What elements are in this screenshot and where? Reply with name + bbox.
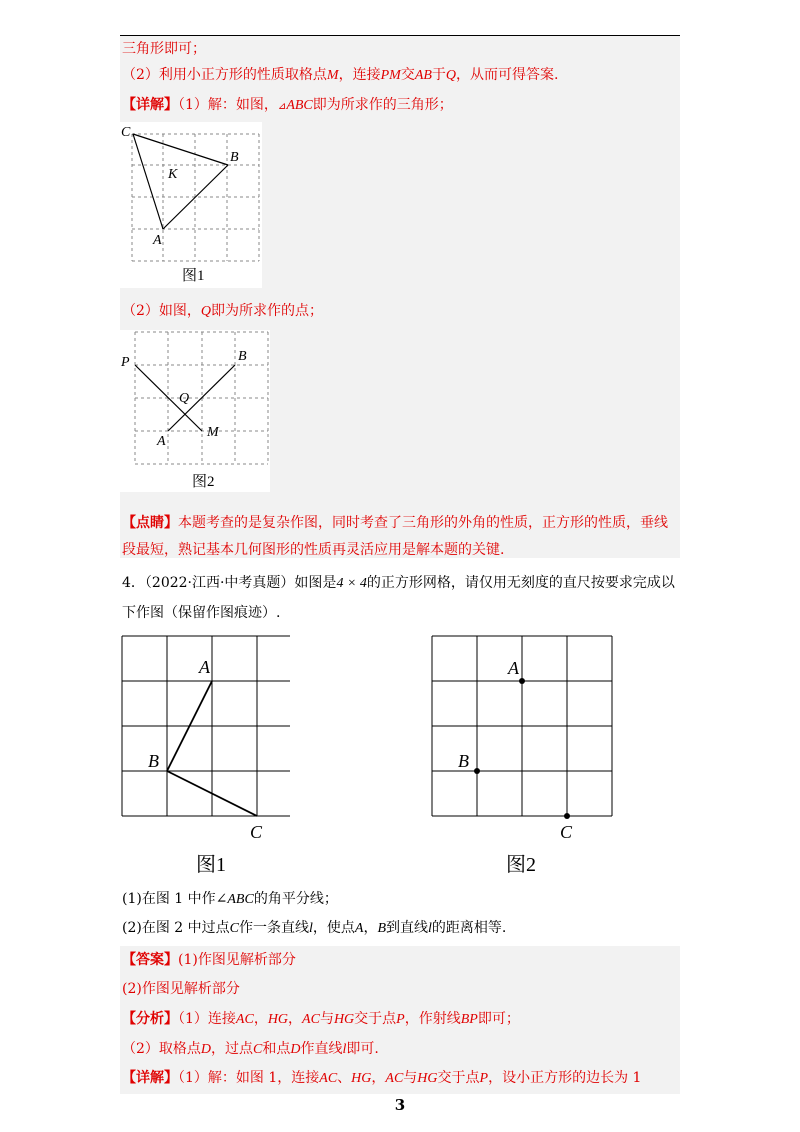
var-ac: AC bbox=[319, 1071, 338, 1086]
var-l: l bbox=[342, 1042, 347, 1057]
var-hg: HG bbox=[267, 1012, 289, 1027]
var-hg: HG bbox=[351, 1071, 372, 1086]
label-b: B bbox=[230, 150, 239, 165]
text-line-3 bbox=[122, 96, 453, 116]
comment-line-2 bbox=[122, 541, 504, 559]
figure-caption: 图1 bbox=[196, 854, 226, 876]
var-m: M bbox=[326, 68, 339, 83]
text: （2）利用小正方形的性质取格点 bbox=[122, 67, 327, 83]
label-b: B bbox=[238, 349, 247, 364]
text-line-2 bbox=[122, 66, 559, 85]
figure-grid-2-svg bbox=[420, 628, 620, 878]
figure-caption: 图2 bbox=[506, 854, 536, 876]
label-a: A bbox=[508, 658, 519, 678]
var-l: l bbox=[308, 921, 313, 936]
text: ，使点 bbox=[312, 920, 355, 936]
var-q: Q bbox=[445, 68, 457, 83]
text-line-1 bbox=[122, 40, 206, 58]
text: (2)在图 2 中过点 bbox=[122, 920, 230, 936]
text: （1）解：如图 1，连接 bbox=[178, 1070, 320, 1086]
text: 段最短，熟记基本几何图形的性质再灵活应用是解本题的关键. bbox=[122, 542, 505, 558]
label-k: K bbox=[168, 167, 178, 182]
text: 与 bbox=[403, 1070, 418, 1086]
var-bp: BP bbox=[460, 1012, 478, 1027]
var-d: D bbox=[200, 1042, 212, 1057]
figure-triangle-svg bbox=[120, 122, 262, 288]
text: 的角平分线； bbox=[253, 891, 338, 907]
answer-tag: 【答案】 bbox=[122, 952, 178, 968]
task-line-1 bbox=[122, 890, 338, 909]
text: 下作图（保留作图痕迹）. bbox=[122, 605, 281, 621]
grid-size: 4 × 4 bbox=[336, 576, 367, 591]
var-d: D bbox=[290, 1042, 301, 1057]
var-p: P bbox=[479, 1071, 489, 1086]
page-number: 3 bbox=[394, 1096, 406, 1114]
label-a: A bbox=[153, 233, 162, 248]
figure-intersection bbox=[120, 330, 270, 492]
var-ac: AC bbox=[302, 1012, 320, 1027]
text: (1)作图见解析部分 bbox=[178, 952, 296, 968]
text: 的正方形网格，请仅用无刻度的直尺按要求完成以 bbox=[366, 575, 675, 591]
var-ab: AB bbox=[414, 68, 432, 83]
var-ac: AC bbox=[235, 1012, 254, 1027]
detail-tag: 【详解】 bbox=[122, 1070, 178, 1086]
label-c: C bbox=[121, 125, 131, 140]
var-b: B bbox=[377, 921, 386, 936]
text: 交于点 bbox=[437, 1070, 480, 1086]
text: 即可； bbox=[477, 1011, 520, 1027]
text: 和点 bbox=[262, 1041, 291, 1057]
text: ， bbox=[253, 1011, 268, 1027]
figure-grid-1 bbox=[110, 628, 290, 878]
var-l: l bbox=[428, 921, 432, 936]
text: ，从而可得答案. bbox=[456, 67, 559, 83]
figure-grid-1-svg bbox=[110, 628, 290, 878]
text-line-4 bbox=[122, 302, 323, 321]
analysis-tag: 【分析】 bbox=[122, 1011, 178, 1027]
figure-caption: 图1 bbox=[182, 268, 205, 284]
text: 作一条直线 bbox=[238, 920, 309, 936]
text: 交 bbox=[400, 67, 415, 83]
text: ， bbox=[363, 920, 378, 936]
label-c: C bbox=[560, 822, 573, 842]
var-a: A bbox=[354, 921, 364, 936]
label-a: A bbox=[199, 657, 210, 677]
text: ， bbox=[371, 1070, 386, 1086]
label-q: Q bbox=[179, 391, 190, 406]
point-b bbox=[474, 768, 480, 774]
text: 于 bbox=[431, 67, 446, 83]
question-line-1 bbox=[122, 574, 675, 593]
point-c bbox=[564, 813, 570, 819]
text: ，连接 bbox=[338, 67, 381, 83]
label-c: C bbox=[250, 822, 263, 842]
label-b: B bbox=[148, 751, 159, 771]
text: 到直线 bbox=[386, 920, 428, 936]
var-abc: ABC bbox=[286, 98, 313, 113]
comment-line-1 bbox=[122, 514, 668, 532]
var-hg: HG bbox=[333, 1012, 355, 1027]
label-m: M bbox=[207, 425, 219, 440]
text: 作直线 bbox=[300, 1041, 343, 1057]
grid-solid bbox=[432, 636, 612, 816]
text: 本题考查的是复杂作图，同时考查了三角形的外角的性质，正方形的性质，垂线 bbox=[178, 515, 668, 531]
text: (1)在图 1 中作∠ bbox=[122, 891, 228, 907]
text: 4．（2022·江西·中考真题）如图是 bbox=[122, 575, 337, 591]
var-hg: HG bbox=[417, 1071, 438, 1086]
text: (2)作图见解析部分 bbox=[122, 981, 240, 997]
segment-cb bbox=[133, 134, 228, 165]
text: （1）连接 bbox=[178, 1011, 236, 1027]
text: 三角形即可； bbox=[122, 41, 206, 57]
var-q: Q bbox=[200, 304, 212, 319]
text: （2）如图， bbox=[122, 303, 201, 319]
var-pm: PM bbox=[380, 68, 401, 83]
task-line-2 bbox=[122, 919, 506, 938]
text: ，设小正方形的边长为 1 bbox=[488, 1070, 642, 1086]
figure-triangle bbox=[120, 122, 262, 288]
label-b: B bbox=[458, 751, 469, 771]
figure-grid-2 bbox=[420, 628, 620, 878]
text: ，过点 bbox=[211, 1041, 254, 1057]
triangle-symbol: ⊿ bbox=[277, 101, 287, 112]
text: 交于点 bbox=[354, 1011, 397, 1027]
figure-intersection-svg bbox=[120, 330, 270, 492]
label-a: A bbox=[157, 434, 166, 449]
text: ， bbox=[288, 1011, 303, 1027]
figure-caption: 图2 bbox=[192, 474, 215, 490]
var-c: C bbox=[253, 1042, 263, 1057]
text: 的距离相等. bbox=[431, 920, 507, 936]
segment-ac bbox=[133, 134, 163, 229]
text: ，作射线 bbox=[404, 1011, 461, 1027]
answer-line-1 bbox=[122, 951, 296, 969]
answer-line-2 bbox=[122, 980, 240, 998]
var-c: C bbox=[229, 921, 239, 936]
text: 即为所求作的三角形； bbox=[312, 97, 453, 113]
text: 、 bbox=[337, 1070, 352, 1086]
text: 即为所求作的点； bbox=[211, 303, 324, 319]
var-p: P bbox=[396, 1012, 405, 1027]
label-p: P bbox=[121, 355, 130, 370]
detail-tag: 【详解】 bbox=[122, 97, 178, 113]
text: 与 bbox=[319, 1011, 334, 1027]
text: （2）取格点 bbox=[122, 1041, 201, 1057]
analysis-line-1 bbox=[122, 1010, 520, 1029]
point-a bbox=[519, 678, 525, 684]
detail-line-1 bbox=[122, 1069, 641, 1088]
var-ac: AC bbox=[385, 1071, 404, 1086]
var-abc: ABC bbox=[227, 892, 254, 907]
text: （1）解：如图， bbox=[178, 97, 278, 113]
question-line-2 bbox=[122, 604, 280, 622]
analysis-line-2 bbox=[122, 1040, 379, 1059]
text: 即可. bbox=[346, 1041, 379, 1057]
comment-tag: 【点睛】 bbox=[122, 515, 178, 531]
